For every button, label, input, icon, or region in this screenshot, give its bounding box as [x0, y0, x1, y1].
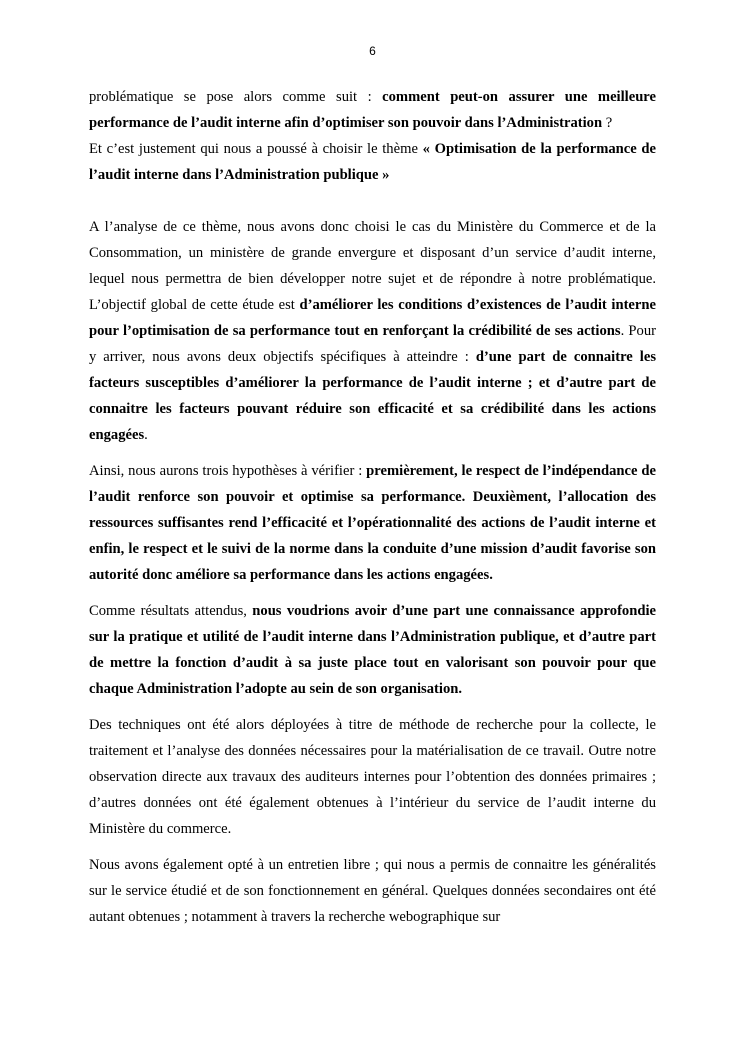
- text-run: Ainsi, nous aurons trois hypothèses à vérifier :: [89, 463, 367, 479]
- page-number: 6: [369, 44, 376, 58]
- bold-text-run: d’améliorer les conditions d’existences de l’audit interne pour l’optimisation de sa performance tout en renforçant la crédibilité de ses actions: [89, 297, 656, 339]
- paragraph-objectifs: [89, 214, 656, 448]
- paragraph-resultats: [89, 598, 656, 702]
- bold-text-run: « Optimisation de la performance de l’audit interne dans l’Administration publique »: [89, 141, 656, 183]
- bold-text-run: d’une part de connaitre les facteurs susceptibles d’améliorer la performance de l’audit interne ; et d’autre part de connaitre les facteurs pouvant réduire son efficacité et sa crédibilité dans les actions engagées: [89, 349, 656, 443]
- text-run: ?: [602, 115, 613, 131]
- paragraph-theme: [89, 136, 656, 188]
- bold-text-run: premièrement, le respect de l’indépendance de l’audit renforce son pouvoir et optimise sa performance. Deuxièment, l’allocation des ressources suffisantes rend l’efficacité et l’opérationnalité des actions de l’audit interne et enfin, le respect et le suivi de la norme dans la conduite d’une mission d’audit favorise son autorité donc améliore sa performance dans les actions engagées.: [89, 463, 656, 583]
- text-run: . Pour y arriver, nous avons deux objectifs spécifiques à atteindre :: [89, 323, 656, 365]
- text-run: Comme résultats attendus,: [89, 603, 253, 619]
- bold-text-run: comment peut-on assurer une meilleure performance de l’audit interne afin d’optimiser son pouvoir dans l’Administration: [89, 89, 657, 131]
- paragraph-methodologie: [89, 712, 656, 842]
- text-run: Et c’est justement qui nous a poussé à choisir le thème: [89, 141, 423, 157]
- bold-text-run: nous voudrions avoir d’une part une connaissance approfondie sur la pratique et utilité de l’audit interne dans l’Administration publique, et d’autre part de mettre la fonction d’audit à sa juste place tout en valorisant son pouvoir pour que chaque Administration l’adopte au sein de son organisation.: [89, 603, 656, 697]
- paragraph-problematique: [89, 84, 656, 136]
- paragraph-hypotheses: [89, 458, 656, 588]
- text-run: Nous avons également opté à un entretien libre ; qui nous a permis de connaitre les généralités sur le service étudié et de son fonctionnement en général. Quelques données secondaires ont été autant obtenues ; notamment à travers la recherche webographique sur: [89, 857, 656, 925]
- text-run: Des techniques ont été alors déployées à titre de méthode de recherche pour la collecte, le traitement et l’analyse des données nécessaires pour la matérialisation de ce travail. Outre notre observation directe aux travaux des auditeurs internes pour l’obtention des données primaires ; d’autres données ont été également obtenues à l’intérieur du service de l’audit interne du Ministère du commerce.: [89, 717, 656, 837]
- document-body: [89, 84, 656, 940]
- text-run: A l’analyse de ce thème, nous avons donc choisi le cas du Ministère du Commerce et de la Consommation, un ministère de grande envergure et disposant d’un service d’audit interne, lequel nous permettra de bien développer notre sujet et de répondre à notre problématique. L’objectif global de cette étude est: [89, 219, 656, 313]
- text-run: problématique se pose alors comme suit :: [89, 89, 383, 105]
- text-run: .: [144, 427, 148, 443]
- paragraph-entretien: [89, 852, 656, 930]
